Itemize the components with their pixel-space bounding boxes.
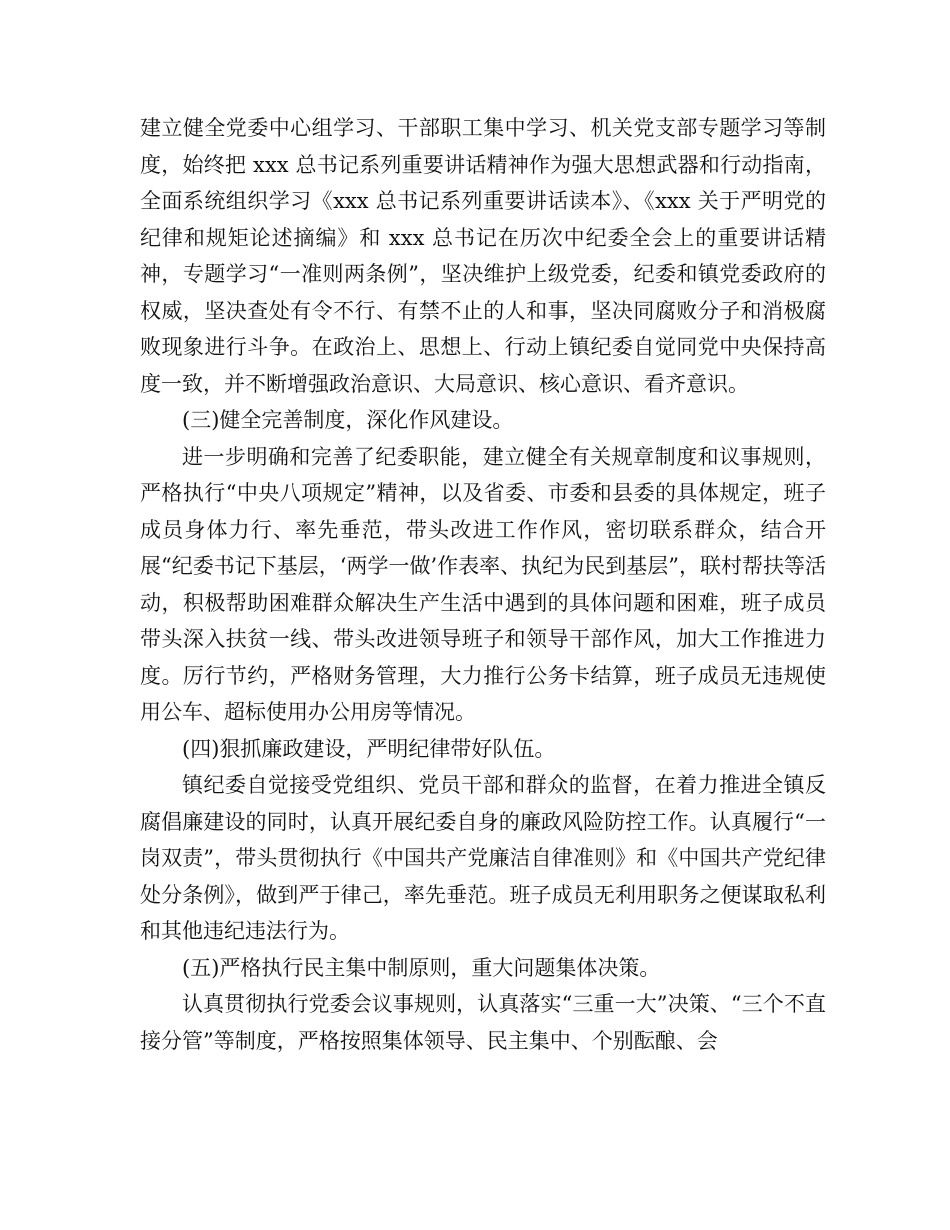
body-paragraph-work-style: 进一步明确和完善了纪委职能，建立健全有关规章制度和议事规则，严格执行“中央八项规定”精神，以及省委、市委和县委的具体规定，班子成员身体力行、率先垂范，带头改进工作作风，密切联系群众，结合开展“纪委书记下基层，‘两学一做’作表率、执纪为民到基层”，联村帮扶等活动，积极帮助困难群众解决生产生活中遇到的具体问题和困难，班子成员带头深入扶贫一线、带头改进领导班子和领导干部作风，加大工作推进力度。厉行节约，严格财务管理，大力推行公务卡结算，班子成员无违规使用公车、超标使用办公用房等情况。 [140,444,826,724]
body-paragraph-study-system: 建立健全党委中心组学习、干部职工集中学习、机关党支部专题学习等制度，始终把 xxx 总书记系列重要讲话精神作为强大思想武器和行动指南，全面系统组织学习《xxx 总书记系列重要讲话读本》、《xxx 关于严明党的纪律和规矩论述摘编》和 xxx 总书记在历次中纪委全会上的重要讲话精神，专题学习“一准则两条例”，坚决维护上级党委，纪委和镇党委政府的权威，坚决查处有令不行、有禁不止的人和事，坚决同腐败分子和消极腐败现象进行斗争。在政治上、思想上、行动上镇纪委自觉同党中央保持高度一致，并不断增强政治意识、大局意识、核心意识、看齐意识。 [140,116,826,396]
section-heading-4: (四)狠抓廉政建设，严明纪律带好队伍。 [182,736,556,761]
section-heading-3: (三)健全完善制度，深化作风建设。 [182,408,514,432]
document-body [140,110,826,1059]
section-heading-5: (五)严格执行民主集中制原则，重大问题集体决策。 [182,955,661,980]
body-paragraph-democratic-centralism: 认真贯彻执行党委会议事规则，认真落实“三重一大”决策、“三个不直接分管”等制度，严格按照集体领导、民主集中、个别酝酿、会 [140,992,826,1053]
body-paragraph-integrity: 镇纪委自觉接受党组织、党员干部和群众的监督，在着力推进全镇反腐倡廉建设的同时，认真开展纪委自身的廉政风险防控工作。认真履行“一岗双责”，带头贯彻执行《中国共产党廉洁自律准则》和《中国共产党纪律处分条例》，做到严于律己，率先垂范。班子成员无利用职务之便谋取私利和其他违纪违法行为。 [140,773,826,943]
